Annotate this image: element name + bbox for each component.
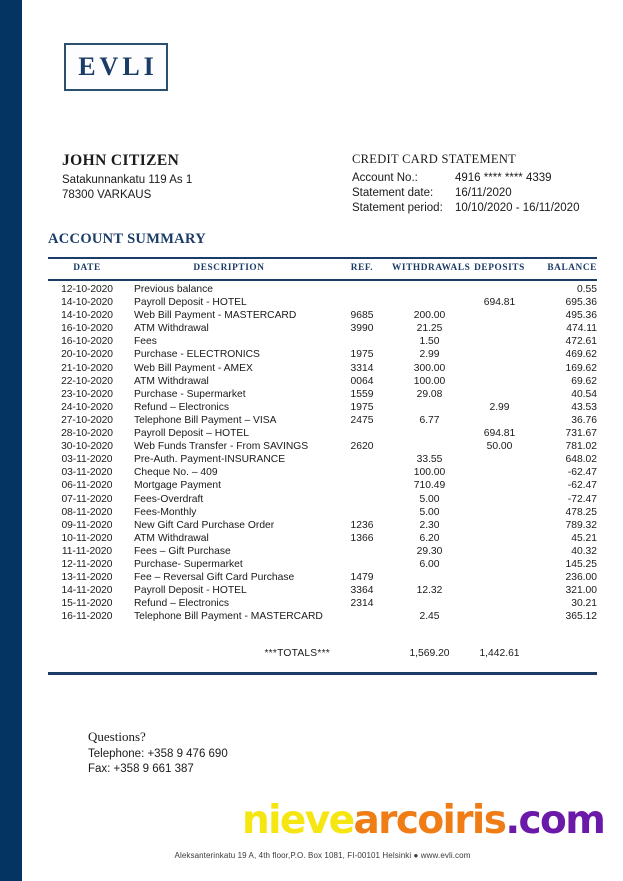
cell-withdrawal: 5.00 <box>419 493 440 505</box>
cell-description: Fee – Reversal Gift Card Purchase <box>134 572 295 584</box>
cell-ref: 3314 <box>350 362 374 374</box>
totals-row <box>48 645 601 661</box>
table-row <box>48 493 601 506</box>
cell-deposit <box>467 335 532 348</box>
cell-balance: 472.61 <box>565 336 597 348</box>
cell-deposit <box>467 322 532 335</box>
cell-balance: 0.55 <box>576 284 597 295</box>
page-footer: Aleksanterinkatu 19 A, 4th floor,P.O. Box 1081, FI-00101 Helsinki ● www.evli.com <box>174 851 471 860</box>
cell-deposit <box>467 571 532 584</box>
cell-deposit <box>467 519 532 532</box>
cell-date: 14-10-2020 <box>61 297 113 309</box>
transactions-table <box>48 259 601 661</box>
cell-withdrawal: 33.55 <box>416 454 443 466</box>
totals-withdrawals: 1,569.20 <box>409 647 450 659</box>
cell-ref: 9685 <box>350 310 374 322</box>
cell-balance: 169.62 <box>565 362 597 374</box>
cell-date: 09-11-2020 <box>61 519 113 531</box>
cell-withdrawal: 29.30 <box>416 545 443 557</box>
table-row <box>48 571 601 584</box>
table-row <box>48 375 601 388</box>
cell-description: ATM Withdrawal <box>134 375 209 387</box>
cell-ref: 1366 <box>350 532 374 544</box>
cell-description: Mortgage Payment <box>134 480 221 492</box>
cell-deposit <box>467 309 532 322</box>
table-row <box>48 388 601 401</box>
cell-withdrawal: 12.32 <box>416 585 443 597</box>
cell-withdrawal: 21.25 <box>416 323 443 335</box>
cell-balance: 781.02 <box>565 441 597 453</box>
cell-withdrawal: 2.30 <box>419 519 440 531</box>
cell-balance: 474.11 <box>566 323 597 335</box>
cell-date: 14-11-2020 <box>61 585 113 597</box>
table-row <box>48 597 601 610</box>
cell-date: 28-10-2020 <box>61 428 113 440</box>
cell-balance: 321.00 <box>565 585 597 597</box>
questions-telephone: Telephone: +358 9 476 690 <box>88 748 228 760</box>
cell-balance: 43.53 <box>571 401 597 413</box>
statement-period-row <box>352 202 579 214</box>
cell-ref <box>332 335 392 348</box>
cell-balance: 365.12 <box>565 611 597 623</box>
cell-ref: 3990 <box>350 323 374 335</box>
cell-date: 30-10-2020 <box>61 441 113 453</box>
cell-ref <box>332 283 392 296</box>
cell-date: 27-10-2020 <box>61 414 113 426</box>
cell-date: 03-11-2020 <box>61 454 113 466</box>
table-row <box>48 401 601 414</box>
cell-date: 23-10-2020 <box>61 388 113 400</box>
totals-spacer-date <box>48 645 126 661</box>
cell-ref: 1236 <box>350 519 374 531</box>
cell-date: 03-11-2020 <box>61 467 113 479</box>
totals-label: ***TOTALS*** <box>264 647 330 659</box>
cell-balance: -62.47 <box>567 480 597 492</box>
customer-address-line2: 78300 VARKAUS <box>62 189 152 201</box>
cell-withdrawal <box>392 427 467 440</box>
cell-date: 13-11-2020 <box>61 572 113 584</box>
cell-balance: 40.32 <box>571 545 597 557</box>
cell-deposit <box>467 466 532 479</box>
table-row <box>48 283 601 296</box>
table-row <box>48 296 601 309</box>
cell-withdrawal: 6.77 <box>419 414 440 426</box>
cell-balance: -62.47 <box>567 467 597 479</box>
cell-ref: 3364 <box>350 585 374 597</box>
table-row <box>48 584 601 597</box>
cell-balance: 789.32 <box>565 519 597 531</box>
cell-ref: 2475 <box>350 414 374 426</box>
evli-logo <box>64 43 168 91</box>
column-header-withdrawals: WITHDRAWALS <box>392 263 471 273</box>
cell-withdrawal: 100.00 <box>413 467 446 479</box>
table-row <box>48 414 601 427</box>
cell-ref <box>332 453 392 466</box>
table-row <box>48 532 601 545</box>
cell-description: Purchase - Supermarket <box>134 388 246 400</box>
cell-deposit <box>467 545 532 558</box>
cell-ref <box>332 296 392 309</box>
customer-name: JOHN CITIZEN <box>62 152 180 169</box>
cell-ref: 1479 <box>350 572 374 584</box>
statement-period-value: 10/10/2020 - 16/11/2020 <box>455 202 580 214</box>
cell-deposit <box>467 558 532 571</box>
table-header-row <box>48 259 601 283</box>
table-row <box>48 362 601 375</box>
cell-description: Web Bill Payment - AMEX <box>134 362 253 374</box>
site-watermark <box>242 798 604 843</box>
cell-description: Fees-Monthly <box>134 506 197 518</box>
table-row <box>48 309 601 322</box>
cell-balance: 45.21 <box>571 532 597 544</box>
table-spacer-row <box>48 623 601 645</box>
statement-title: CREDIT CARD STATEMENT <box>352 152 517 166</box>
cell-deposit <box>467 414 532 427</box>
cell-ref: 1559 <box>350 388 374 400</box>
table-row <box>48 440 601 453</box>
table-row <box>48 558 601 571</box>
cell-withdrawal <box>392 597 467 610</box>
watermark-part-2: arcoiris <box>353 798 506 843</box>
cell-date: 15-11-2020 <box>61 598 113 610</box>
cell-ref <box>332 506 392 519</box>
cell-balance: 36.76 <box>571 414 597 426</box>
cell-ref: 2620 <box>350 441 374 453</box>
cell-deposit <box>467 532 532 545</box>
cell-ref <box>332 493 392 506</box>
cell-deposit <box>467 506 532 519</box>
cell-deposit <box>467 348 532 361</box>
cell-description: Telephone Bill Payment – VISA <box>134 414 277 426</box>
cell-date: 24-10-2020 <box>61 401 113 413</box>
evli-logo-text: EVLI <box>78 52 158 81</box>
cell-deposit <box>467 479 532 492</box>
cell-date: 12-11-2020 <box>61 558 113 570</box>
left-accent-bar <box>0 0 22 881</box>
cell-withdrawal <box>392 440 467 453</box>
cell-balance: 69.62 <box>571 375 597 387</box>
cell-description: Cheque No. – 409 <box>134 467 218 479</box>
cell-description: Web Funds Transfer - From SAVINGS <box>134 441 309 453</box>
cell-deposit <box>467 362 532 375</box>
cell-date: 11-11-2020 <box>61 545 113 557</box>
cell-withdrawal <box>392 296 467 309</box>
cell-withdrawal: 6.00 <box>419 558 440 570</box>
cell-deposit <box>467 584 532 597</box>
cell-deposit <box>467 610 532 623</box>
totals-spacer-balance <box>532 645 601 661</box>
table-row <box>48 506 601 519</box>
questions-heading: Questions? <box>88 729 146 744</box>
statement-date-row <box>352 187 512 199</box>
cell-withdrawal: 300.00 <box>413 362 446 374</box>
totals-spacer-ref <box>332 645 392 661</box>
cell-description: New Gift Card Purchase Order <box>134 519 275 531</box>
cell-description: Payroll Deposit - HOTEL <box>134 585 247 597</box>
cell-balance: 495.36 <box>565 310 597 322</box>
cell-balance: 648.02 <box>565 454 597 466</box>
cell-balance: 30.21 <box>571 598 597 610</box>
cell-ref <box>332 466 392 479</box>
cell-ref <box>332 427 392 440</box>
cell-date: 07-11-2020 <box>61 493 113 505</box>
table-row <box>48 348 601 361</box>
cell-withdrawal <box>392 401 467 414</box>
totals-deposits: 1,442.61 <box>479 647 520 659</box>
cell-description: Pre-Auth. Payment-INSURANCE <box>134 454 286 466</box>
cell-balance: 236.00 <box>565 572 597 584</box>
cell-deposit: 694.81 <box>483 428 516 440</box>
cell-withdrawal <box>392 283 467 296</box>
cell-description: Previous balance <box>134 284 213 295</box>
table-bottom-rule <box>48 672 597 675</box>
column-header-deposits: DEPOSITS <box>474 263 525 273</box>
cell-date: 16-11-2020 <box>61 611 113 623</box>
cell-deposit <box>467 453 532 466</box>
watermark-part-1: nieve <box>242 798 354 843</box>
cell-ref <box>332 545 392 558</box>
transactions-table-head <box>48 259 601 283</box>
table-row <box>48 610 601 623</box>
cell-description: Payroll Deposit – HOTEL <box>134 428 250 440</box>
statement-period-label: Statement period: <box>352 202 443 214</box>
cell-date: 16-10-2020 <box>61 323 113 335</box>
column-header-description: DESCRIPTION <box>193 263 265 273</box>
watermark-part-3: .com <box>505 798 605 843</box>
table-row <box>48 322 601 335</box>
cell-deposit: 50.00 <box>486 441 513 453</box>
table-row <box>48 545 601 558</box>
account-number-value: 4916 **** **** 4339 <box>455 172 552 184</box>
cell-withdrawal: 1.50 <box>419 336 440 348</box>
cell-balance: 731.67 <box>565 428 597 440</box>
transactions-table-body <box>48 283 601 661</box>
cell-date: 06-11-2020 <box>61 480 113 492</box>
cell-balance: 40.54 <box>571 388 597 400</box>
customer-address-line1: Satakunnankatu 119 As 1 <box>62 174 193 186</box>
cell-ref <box>332 558 392 571</box>
cell-date: 08-11-2020 <box>61 506 113 518</box>
cell-ref: 2314 <box>350 598 374 610</box>
cell-deposit <box>467 493 532 506</box>
table-row <box>48 335 601 348</box>
account-number-label: Account No.: <box>352 172 418 184</box>
cell-deposit <box>467 388 532 401</box>
cell-description: Payroll Deposit - HOTEL <box>134 297 247 309</box>
cell-description: Purchase - ELECTRONICS <box>134 349 260 361</box>
questions-fax: Fax: +358 9 661 387 <box>88 763 194 775</box>
table-row <box>48 519 601 532</box>
page-content <box>22 0 623 881</box>
table-row <box>48 427 601 440</box>
cell-withdrawal: 2.99 <box>419 349 440 361</box>
cell-deposit <box>467 375 532 388</box>
cell-description: Fees-Overdraft <box>134 493 204 505</box>
statement-date-label: Statement date: <box>352 187 434 199</box>
cell-ref <box>332 479 392 492</box>
cell-date: 22-10-2020 <box>61 375 113 387</box>
cell-description: ATM Withdrawal <box>134 323 209 335</box>
column-header-balance: BALANCE <box>547 263 597 273</box>
cell-description: Web Bill Payment - MASTERCARD <box>134 310 297 322</box>
cell-withdrawal: 200.00 <box>413 310 446 322</box>
cell-withdrawal: 100.00 <box>413 375 446 387</box>
cell-deposit <box>467 283 532 296</box>
cell-balance: 478.25 <box>565 506 597 518</box>
cell-deposit <box>467 597 532 610</box>
cell-balance: 145.25 <box>565 558 597 570</box>
cell-ref: 0064 <box>350 375 374 387</box>
account-number-row <box>352 172 552 184</box>
cell-date: 20-10-2020 <box>61 349 113 361</box>
cell-description: Refund – Electronics <box>134 401 230 413</box>
cell-date: 21-10-2020 <box>61 362 113 374</box>
column-header-ref: REF. <box>350 263 374 273</box>
table-row <box>48 453 601 466</box>
cell-description: Purchase- Supermarket <box>134 558 243 570</box>
table-row <box>48 479 601 492</box>
cell-withdrawal: 710.49 <box>413 480 446 492</box>
cell-ref: 1975 <box>350 401 374 413</box>
table-row <box>48 466 601 479</box>
cell-date: 12-10-2020 <box>61 284 113 295</box>
cell-description: Telephone Bill Payment - MASTERCARD <box>134 611 323 623</box>
cell-description: ATM Withdrawal <box>134 532 209 544</box>
column-header-date: DATE <box>73 263 101 273</box>
cell-description: Refund – Electronics <box>134 598 230 610</box>
cell-date: 16-10-2020 <box>61 336 113 348</box>
cell-ref: 1975 <box>350 349 374 361</box>
cell-balance: -72.47 <box>567 493 597 505</box>
cell-description: Fees <box>134 336 157 348</box>
cell-date: 14-10-2020 <box>61 310 113 322</box>
cell-withdrawal: 6.20 <box>419 532 440 544</box>
account-summary-title: ACCOUNT SUMMARY <box>48 231 206 247</box>
cell-ref <box>332 610 392 623</box>
cell-withdrawal <box>392 571 467 584</box>
cell-withdrawal: 29.08 <box>416 388 443 400</box>
cell-withdrawal: 5.00 <box>419 506 440 518</box>
cell-deposit: 694.81 <box>483 297 516 309</box>
cell-description: Fees – Gift Purchase <box>134 545 231 557</box>
cell-balance: 469.62 <box>565 349 597 361</box>
cell-deposit: 2.99 <box>489 401 510 413</box>
statement-date-value: 16/11/2020 <box>455 187 512 199</box>
cell-withdrawal: 2.45 <box>419 611 440 623</box>
cell-date: 10-11-2020 <box>61 532 113 544</box>
cell-balance: 695.36 <box>565 297 597 309</box>
